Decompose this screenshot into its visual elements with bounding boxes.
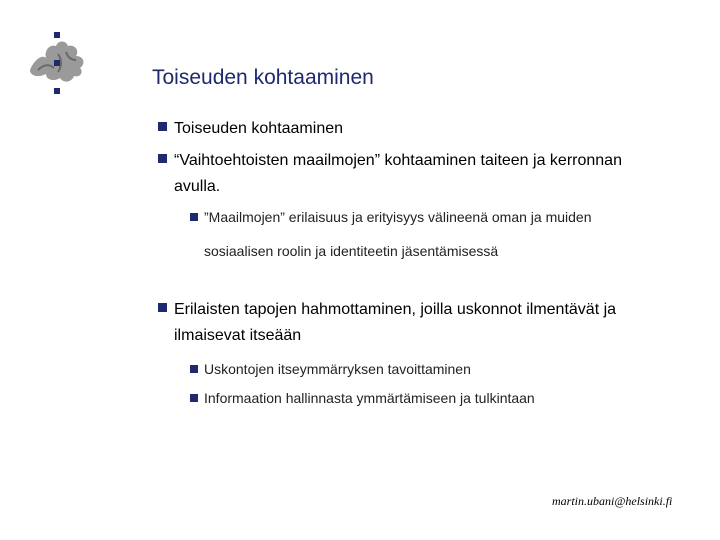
bullet-icon <box>158 122 167 131</box>
sub-bullet-text: Uskontojen itseymmärryksen tavoittaminen <box>204 361 471 377</box>
bullet-text-line1: “Vaihtoehtoisten maailmojen” kohtaaminen taiteen ja kerronnan <box>174 152 622 169</box>
bullet-icon <box>158 154 167 163</box>
university-logo-icon <box>24 30 90 96</box>
bullet-text: Toiseuden kohtaaminen <box>174 120 344 137</box>
footer-email: martin.ubani@helsinki.fi <box>552 494 673 508</box>
sub-bullet-text-line2: sosiaalisen roolin ja identiteetin jäsentämisessä <box>204 243 499 259</box>
bullet-text-line2: avulla. <box>174 178 221 195</box>
bullet-icon <box>190 394 198 402</box>
bullet-text-line2: ilmaisevat itseään <box>174 327 302 344</box>
bullet-icon <box>190 213 198 221</box>
bullet-text-line1: Erilaisten tapojen hahmottaminen, joilla uskonnot ilmentävät ja <box>174 301 617 318</box>
bullet-icon <box>158 303 167 312</box>
sub-bullet-text: Informaation hallinnasta ymmärtämiseen ja tulkintaan <box>204 390 535 406</box>
bullet-icon <box>190 365 198 373</box>
sub-bullet-text-line1: ”Maailmojen” erilaisuus ja erityisyys välineenä oman ja muiden <box>204 209 592 225</box>
slide-title: Toiseuden kohtaaminen <box>152 66 374 89</box>
